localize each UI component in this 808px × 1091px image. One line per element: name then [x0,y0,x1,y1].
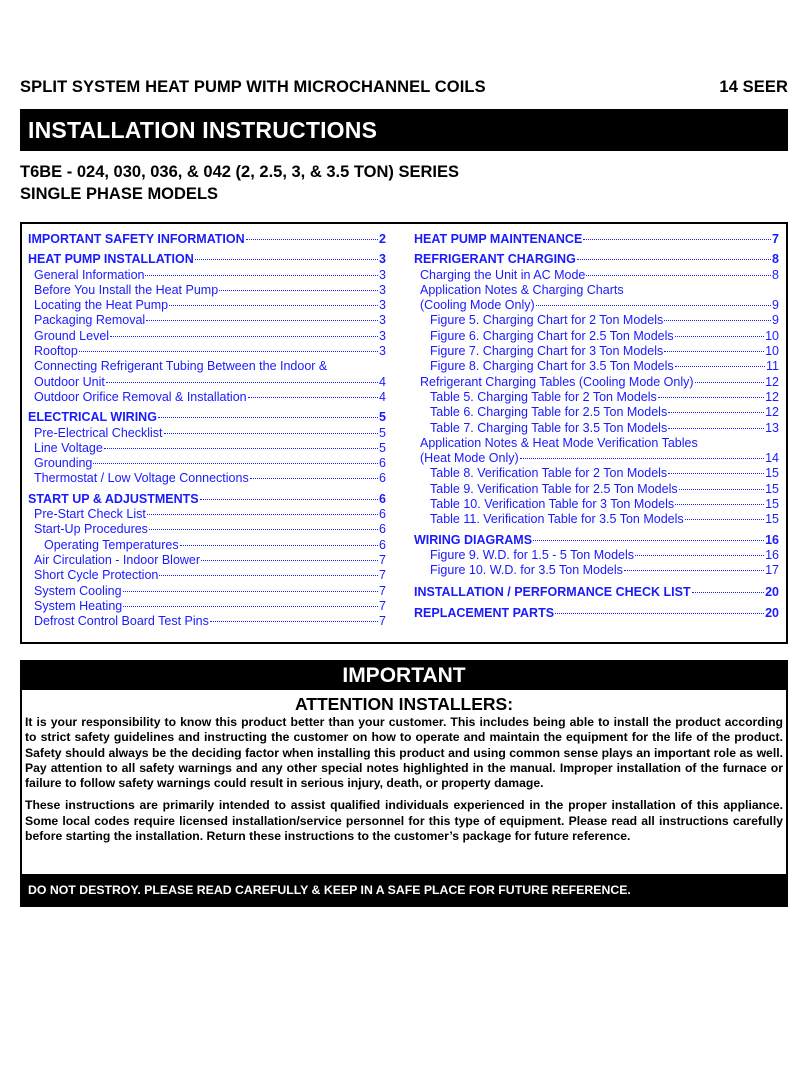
important-notice [20,660,788,907]
toc-entry-wrap[interactable]: Connecting Refrigerant Tubing Between the Indoor & [34,359,328,374]
toc-entry[interactable]: Thermostat / Low Voltage Connections 6 [34,471,386,486]
toc-entry[interactable]: Rooftop 3 [34,344,386,359]
toc-entry[interactable]: Air Circulation - Indoor Blower 7 [34,552,386,567]
toc-entry[interactable]: Figure 7. Charging Chart for 3 Ton Models 10 [430,344,779,359]
series-line-2: SINGLE PHASE MODELS [20,185,219,203]
seer-rating: 14 SEER [719,78,788,96]
toc-entry[interactable]: Figure 9. W.D. for 1.5 - 5 Ton Models 16 [430,547,779,562]
toc-entry[interactable]: INSTALLATION / PERFORMANCE CHECK LIST 20 [414,584,779,599]
toc-entry[interactable]: Ground Level 3 [34,328,386,343]
installation-banner: INSTALLATION INSTRUCTIONS [20,109,788,151]
toc-entry[interactable]: Figure 6. Charging Chart for 2.5 Ton Models 10 [430,328,779,343]
toc-entry[interactable]: System Heating 7 [34,598,386,613]
important-footer: DO NOT DESTROY. PLEASE READ CAREFULLY & KEEP IN A SAFE PLACE FOR FUTURE REFERENCE. [28,883,631,897]
toc-entry-wrap[interactable]: Application Notes & Heat Mode Verification Tables [420,435,698,450]
toc-entry[interactable]: REFRIGERANT CHARGING 8 [414,252,779,267]
document-header [20,78,788,97]
toc-entry[interactable]: Table 8. Verification Table for 2 Ton Models 15 [430,466,779,481]
toc-entry[interactable]: WIRING DIAGRAMS 16 [414,532,779,547]
toc-entry[interactable]: Defrost Control Board Test Pins 7 [34,614,386,629]
toc-entry[interactable]: Table 7. Charging Table for 3.5 Ton Models 13 [430,420,779,435]
toc-entry[interactable]: Refrigerant Charging Tables (Cooling Mode Only) 12 [420,374,779,389]
toc-entry-wrap[interactable]: Application Notes & Charging Charts [420,282,624,297]
toc-entry[interactable]: Outdoor Orifice Removal & Installation 4 [34,389,386,404]
toc-entry[interactable]: (Heat Mode Only) 14 [420,451,779,466]
toc-entry[interactable]: Charging the Unit in AC Mode 8 [420,267,779,282]
toc-entry[interactable]: Grounding 6 [34,456,386,471]
toc-entry[interactable]: Table 11. Verification Table for 3.5 Ton Models 15 [430,512,779,527]
toc-entry[interactable]: HEAT PUMP INSTALLATION 3 [28,252,386,267]
toc-entry[interactable]: Line Voltage 5 [34,440,386,455]
toc-entry[interactable]: System Cooling 7 [34,583,386,598]
toc-entry[interactable]: Figure 5. Charging Chart for 2 Ton Models 9 [430,313,779,328]
toc-entry[interactable]: Outdoor Unit 4 [34,374,386,389]
toc-entry[interactable]: HEAT PUMP MAINTENANCE 7 [414,232,779,246]
toc-entry[interactable]: Pre-Electrical Checklist 5 [34,425,386,440]
model-series [20,161,459,205]
toc-entry[interactable]: ELECTRICAL WIRING 5 [28,410,386,425]
toc-entry[interactable]: Operating Temperatures 6 [44,537,386,552]
important-title: IMPORTANT [342,664,466,687]
important-body [22,690,786,874]
document-subject: SPLIT SYSTEM HEAT PUMP WITH MICROCHANNEL COILS [20,78,486,96]
toc-entry[interactable]: General Information 3 [34,267,386,282]
toc-entry[interactable]: Table 10. Verification Table for 3 Ton Models 15 [430,497,779,512]
series-line-1: T6BE - 024, 030, 036, & 042 (2, 2.5, 3, & 3.5 TON) SERIES [20,163,459,181]
toc-entry[interactable]: Before You Install the Heat Pump 3 [34,282,386,297]
toc-entry[interactable]: Figure 10. W.D. for 3.5 Ton Models 17 [430,563,779,578]
important-paragraph-2: These instructions are primarily intended to assist qualified individuals experienced in the proper installation of this appliance. Some local codes require licensed installation/service personnel for this type of equipment. Please read all instructions carefully before starting the installation. Return these instructions to the customer’s package for future reference. [25,798,783,844]
important-paragraph-1: It is your responsibility to know this product better than your customer. This includes being able to install the product according to strict safety guidelines and instructing the customer on how to operate and maintain the equipment for the life of the product. Safety should always be the deciding factor when installing this product and using common sense plays an important role as well. Pay attention to all safety warnings and any other special notes highlighted in the manual. Improper installation of the furnace or failure to follow safety warnings could result in serious injury, death, or property damage. [25,715,783,791]
toc-entry[interactable]: Locating the Heat Pump 3 [34,298,386,313]
toc-entry[interactable]: Packaging Removal 3 [34,313,386,328]
toc-right-column [414,232,779,621]
toc-entry[interactable]: Table 6. Charging Table for 2.5 Ton Models 12 [430,405,779,420]
toc-left-column [28,232,386,629]
toc-entry[interactable]: START UP & ADJUSTMENTS 6 [28,491,386,506]
toc-entry[interactable]: Table 9. Verification Table for 2.5 Ton Models 15 [430,481,779,496]
toc-entry[interactable]: Figure 8. Charging Chart for 3.5 Ton Models 11 [430,359,779,374]
important-subtitle: ATTENTION INSTALLERS: [294,694,514,714]
table-of-contents [20,222,788,644]
toc-entry[interactable]: IMPORTANT SAFETY INFORMATION 2 [28,232,386,246]
toc-entry[interactable]: Pre-Start Check List 6 [34,507,386,522]
toc-entry[interactable]: REPLACEMENT PARTS 20 [414,605,779,620]
toc-entry[interactable]: Short Cycle Protection 7 [34,568,386,583]
toc-entry[interactable]: Start-Up Procedures 6 [34,522,386,537]
toc-entry[interactable]: (Cooling Mode Only) 9 [420,298,779,313]
toc-entry[interactable]: Table 5. Charging Table for 2 Ton Models 12 [430,389,779,404]
